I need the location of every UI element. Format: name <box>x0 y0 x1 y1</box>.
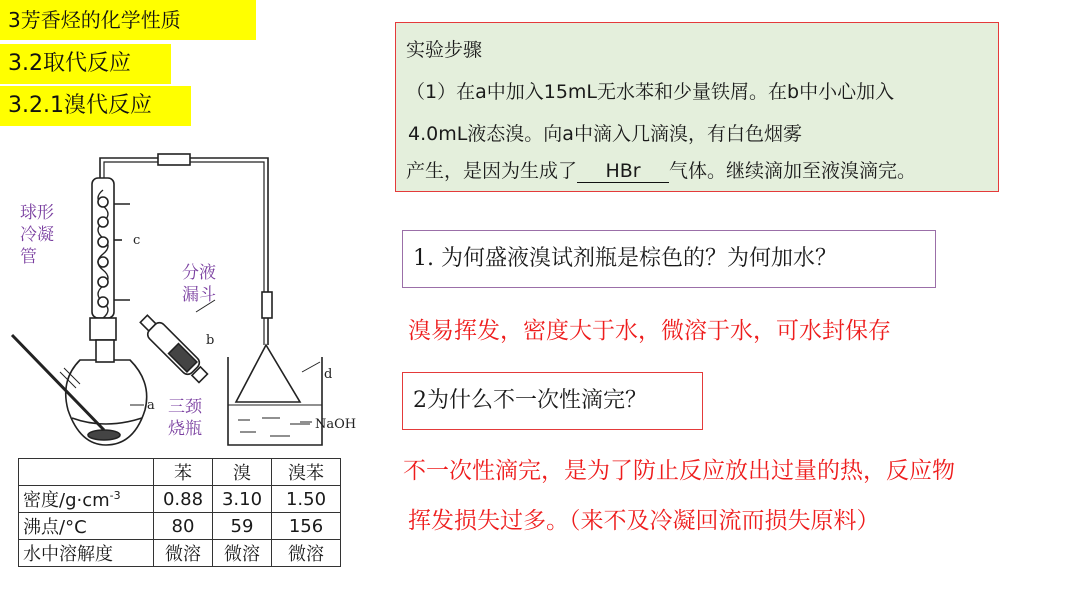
steps-title: 实验步骤 <box>406 39 483 61</box>
tube-connector <box>158 154 190 165</box>
table-cell: 1.50 <box>272 486 341 513</box>
table-cell: 3.10 <box>213 486 272 513</box>
table-cell: 微溶 <box>213 540 272 567</box>
row-label-solubility: 水中溶解度 <box>19 540 154 567</box>
section-heading-aromatic: 3芳香烃的化学性质 <box>0 0 256 40</box>
table-cell: 微溶 <box>272 540 341 567</box>
table-header-row <box>19 459 341 486</box>
condenser-label-2: 冷凝 <box>20 225 54 245</box>
row-label-density <box>19 486 154 513</box>
letter-b: b <box>206 333 215 348</box>
table-header-cell: 溴 <box>213 459 272 486</box>
steps-line-1: （1）在a中加入15mL无水苯和少量铁屑。在b中小心加入 <box>406 81 895 103</box>
table-row <box>19 513 341 540</box>
funnel-label-2: 漏斗 <box>182 285 216 305</box>
table-row <box>19 486 341 513</box>
letter-c: c <box>133 233 141 248</box>
funnel-label-1: 分液 <box>182 263 216 283</box>
naoh-label: NaOH <box>315 417 357 432</box>
answer-1: 溴易挥发，密度大于水，微溶于水，可水封保存 <box>408 318 891 344</box>
experiment-steps-box <box>395 22 999 192</box>
table-header-cell: 溴苯 <box>272 459 341 486</box>
gas-tube <box>100 158 268 345</box>
steps-blank-answer: HBr <box>577 160 669 183</box>
table-header-cell <box>19 459 154 486</box>
apparatus-diagram <box>0 140 380 450</box>
table-cell: 0.88 <box>154 486 213 513</box>
steps-line-3-before: 产生，是因为生成了 <box>406 160 578 182</box>
question-2-box: 2为什么不一次性滴完？ <box>402 372 703 430</box>
table-cell: 80 <box>154 513 213 540</box>
flask-label-1: 三颈 <box>168 397 202 417</box>
steps-line-3 <box>406 156 916 183</box>
properties-table <box>18 458 341 567</box>
letter-a: a <box>147 398 155 413</box>
answer-2-line-2: 挥发损失过多。（来不及冷凝回流而损失原料） <box>408 508 880 534</box>
answer-2-line-1: 不一次性滴完，是为了防止反应放出过量的热，反应物 <box>403 458 955 484</box>
table-cell: 156 <box>272 513 341 540</box>
condenser-label-3: 管 <box>20 247 37 267</box>
row-label-boiling-point: 沸点/°C <box>19 513 154 540</box>
steps-line-2: 4.0mL液态溴。向a中滴入几滴溴，有白色烟雾 <box>408 123 802 145</box>
row-label-sup: -3 <box>109 489 121 502</box>
flask-label-2: 烧瓶 <box>168 419 202 439</box>
row-label-text: 密度/g·cm <box>23 490 110 511</box>
condenser-label-1: 球形 <box>20 203 54 223</box>
letter-d: d <box>324 367 333 382</box>
section-heading-bromination: 3.2.1溴代反应 <box>0 86 191 126</box>
table-cell: 59 <box>213 513 272 540</box>
table-row <box>19 540 341 567</box>
table-header-cell: 苯 <box>154 459 213 486</box>
table-cell: 微溶 <box>154 540 213 567</box>
section-heading-substitution: 3.2取代反应 <box>0 44 171 84</box>
question-1-box: 1. 为何盛液溴试剂瓶是棕色的？为何加水？ <box>402 230 936 288</box>
steps-line-3-after: 气体。继续滴加至液溴滴完。 <box>669 160 917 182</box>
